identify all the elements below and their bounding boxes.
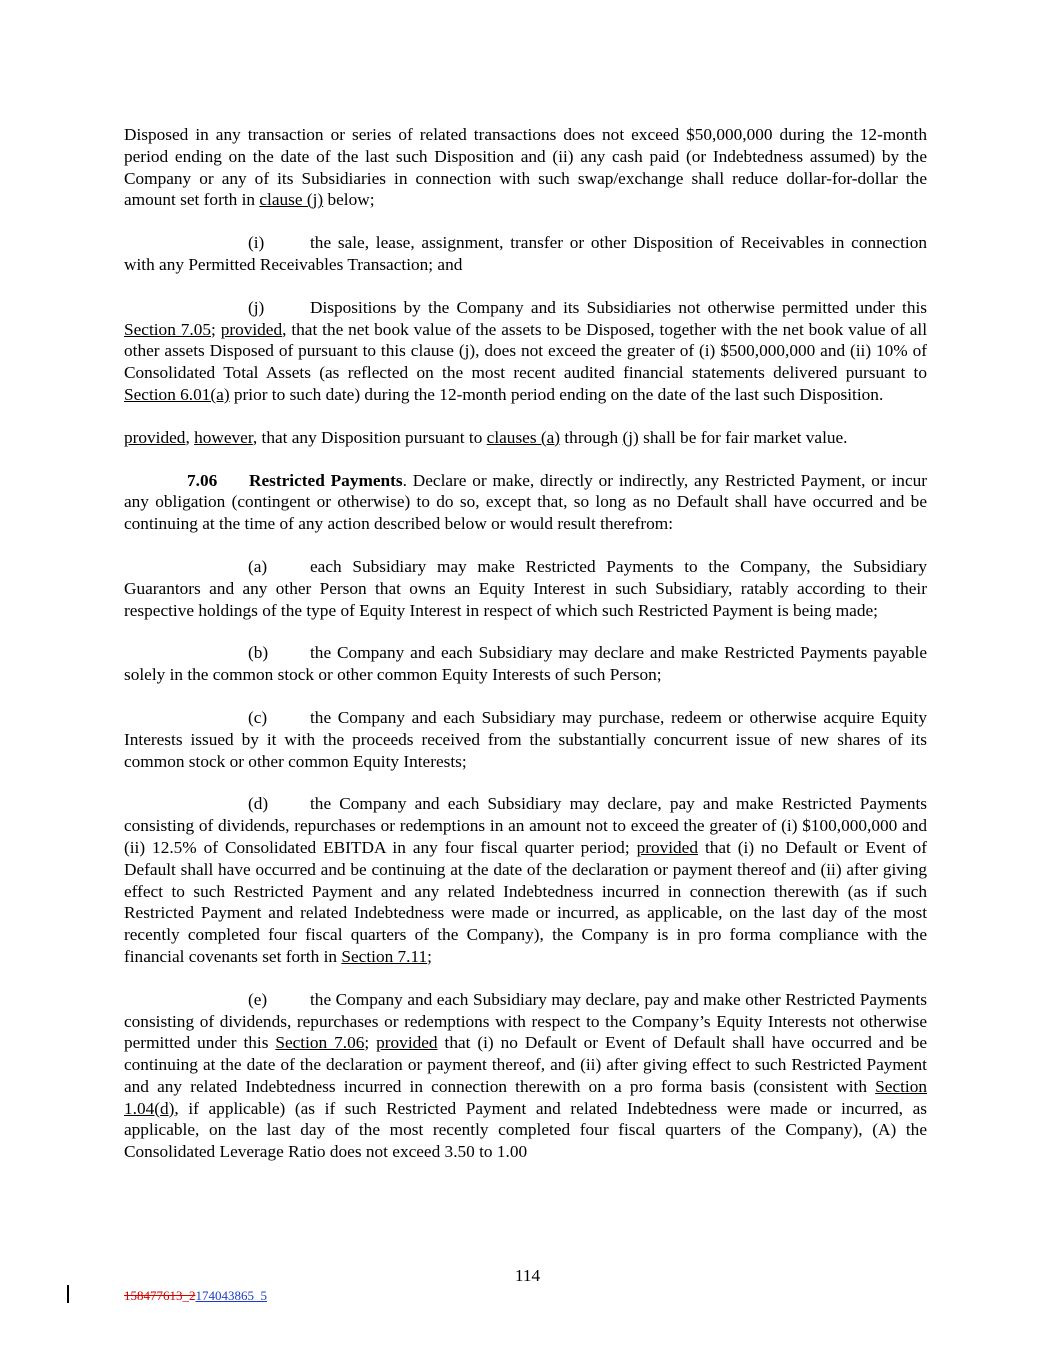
inserted-doc-id: 174043865_5 [195, 1288, 267, 1303]
provided-term: provided [376, 1033, 438, 1053]
clause-e [124, 989, 927, 1163]
proviso-paragraph [124, 427, 927, 449]
clause-text: the sale, lease, assignment, transfer or other Disposition of Receivables in connection with any Permitted Receivables Transaction; and [124, 233, 927, 274]
section-7-06 [124, 470, 927, 535]
page-number: 114 [514, 1266, 541, 1285]
clause-j-reference: (j) [622, 427, 639, 447]
clause-d [124, 793, 927, 967]
text: Disposed in any transaction or series of related transactions does not exceed $50,000,000 during the 12-month period ending on the date of the last such Disposition and (ii) any cash paid (or Indebtedness assumed) by the Company or any of its Subsidiaries in connection with such swap/exchange shall reduce dollar-for-dollar the amount set forth in [124, 125, 927, 210]
clause-text: the Company and each Subsidiary may declare and make Restricted Payments payable solely in the common stock or other common Equity Interests of such Person; [124, 643, 927, 685]
clause-label: (a) [248, 556, 268, 576]
clause-text: each Subsidiary may make Restricted Payments to the Company, the Subsidiary Guarantors and any other Person that owns an Equity Interest in such Subsidiary, ratably according to their respective holdings of the type of Equity Interest in respect of which such Restricted Payment is being made; [124, 556, 927, 620]
document-footer-id [124, 1288, 267, 1304]
clause-label: (j) [248, 297, 265, 317]
however-term: however [194, 427, 253, 447]
provided-term: provided [636, 837, 698, 857]
section-6-01a-reference: Section 6.01(a) [124, 384, 230, 404]
text: , that the net book value of the assets to be Disposed, together with the net book value of all other assets Disposed of pursuant to this clause (j), does not exceed the greater of (i) $500,000,000 and (ii) 10% of Consolidated Total Assets (as reflected on the most recent audited financial statements delivered pursuant to [124, 319, 927, 383]
document-body [124, 124, 927, 1184]
clauses-a-reference: clauses (a) [486, 427, 561, 447]
clause-c [124, 707, 927, 772]
provided-term: provided [220, 319, 283, 339]
section-1-04d-reference: Section 1.04(d) [124, 1076, 927, 1118]
text: ; [210, 319, 221, 339]
clause-j-reference: clause (j) [259, 190, 324, 210]
clause-label: (b) [248, 643, 269, 663]
provided-term: provided [124, 427, 186, 447]
text: prior to such date) during the 12-month period ending on the date of the last such Disposition. [229, 384, 884, 404]
deleted-doc-id: 158477613_2 [124, 1288, 196, 1303]
section-7-05-reference: Section 7.05 [124, 319, 211, 339]
clause-text: the Company and each Subsidiary may declare, pay and make other Restricted Payments consisting of dividends, repurchases or redemptions with respect to the Company’s Equity Interests not otherwise permitted under this [124, 989, 927, 1053]
clause-i [124, 232, 927, 276]
change-bar [67, 1285, 69, 1303]
paragraph-continuation [124, 124, 927, 211]
text: , if applicable) (as if such Restricted Payment and related Indebtedness were made or incurred, as applicable, on the last day of the most recently completed four fiscal quarters of the Company), (A) the Consolidated Leverage Ratio does not exceed 3.50 to 1.00 [124, 1098, 927, 1162]
text: through [560, 427, 623, 447]
text: , that any Disposition pursuant to [252, 427, 487, 447]
clause-b [124, 642, 927, 686]
section-7-06-reference: Section 7.06 [275, 1033, 365, 1053]
text: that (i) no Default or Event of Default shall have occurred and be continuing at the date of the declaration or payment thereof and (ii) after giving effect to such Restricted Payment and any related Indebtedness incurred in connection therewith (as if such Restricted Payment and related Indebtedness were made or incurred, as applicable, on the last day of the most recently completed four fiscal quarters of the Company), the Company is in pro forma compliance with the financial covenants set forth in [124, 837, 927, 966]
section-text: . Declare or make, directly or indirectly, any Restricted Payment, or incur any obligation (contingent or otherwise) to do so, except that, so long as no Default shall have occurred and be continuing at the time of any action described below or would result therefrom: [124, 470, 928, 534]
clause-a [124, 556, 927, 621]
clause-text: Dispositions by the Company and its Subsidiaries not otherwise permitted under this [310, 297, 927, 317]
clause-text: the Company and each Subsidiary may purchase, redeem or otherwise acquire Equity Interests issued by it with the proceeds received from the substantially concurrent issue of new shares of its common stock or other common Equity Interests; [124, 707, 927, 771]
text: ; [427, 946, 432, 966]
clause-text: the Company and each Subsidiary may declare, pay and make Restricted Payments consisting of dividends, repurchases or redemptions in an amount not to exceed the greater of (i) $100,000,000 and (ii) 12.5% of Consolidated EBITDA in any four fiscal quarter period; [124, 794, 927, 857]
text: ; [364, 1033, 377, 1053]
text: shall be for fair market value. [638, 427, 848, 447]
text: below; [323, 190, 375, 210]
clause-label: (d) [248, 794, 269, 814]
text: that (i) no Default or Event of Default shall have occurred and be continuing at the date of the declaration or payment thereof, and (ii) after giving effect to such Restricted Payment and any related Indebtedness incurred in connection therewith on a pro forma basis (consistent with [124, 1033, 928, 1096]
text: , [185, 427, 195, 447]
section-title: Restricted Payments [249, 470, 403, 490]
clause-label: (e) [248, 989, 268, 1009]
section-number: 7.06 [187, 470, 218, 490]
clause-label: (i) [248, 233, 265, 253]
clause-label: (c) [248, 707, 268, 727]
clause-j [124, 297, 927, 406]
section-7-11-reference: Section 7.11 [341, 946, 428, 966]
